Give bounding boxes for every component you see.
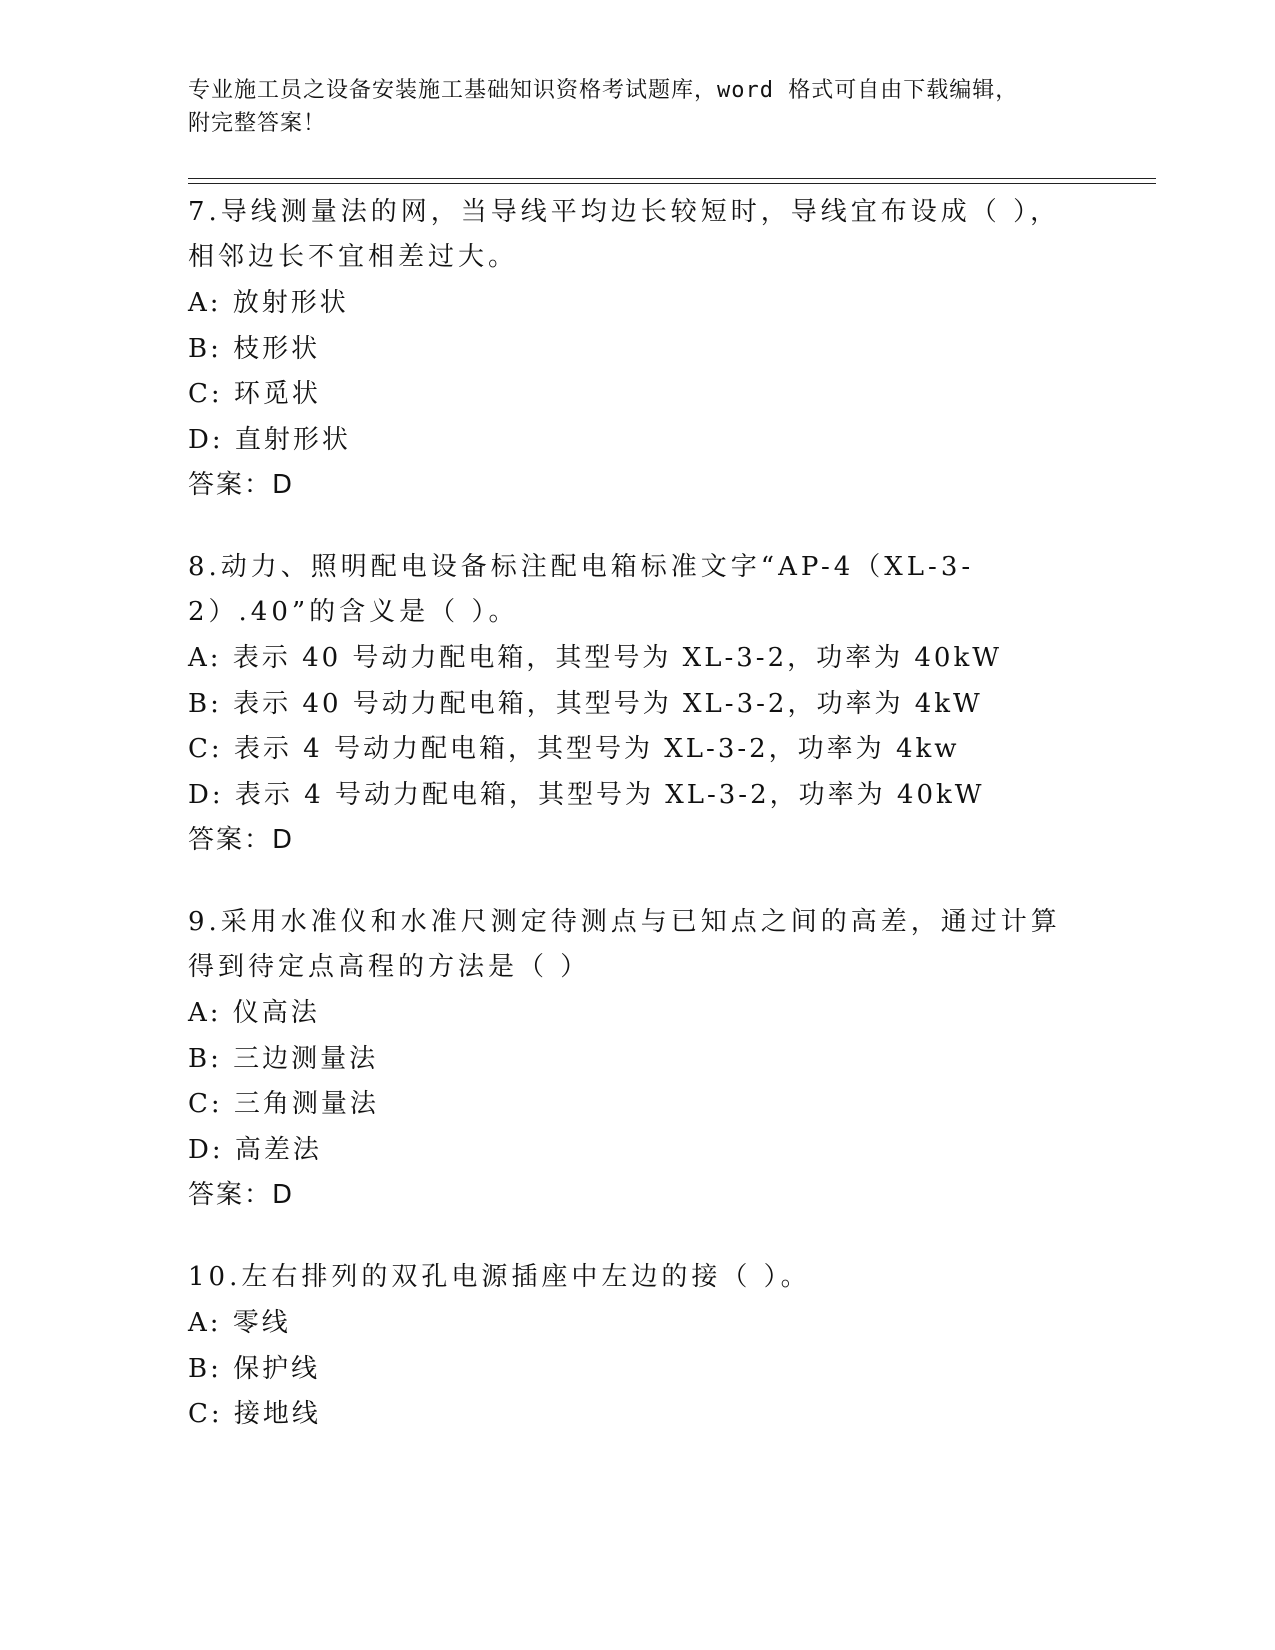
header-line-1: 专业施工员之设备安装施工基础知识资格考试题库，word 格式可自由下载编辑， bbox=[188, 78, 1019, 103]
option-b: B: 枝形状 bbox=[188, 333, 321, 364]
question-7 bbox=[188, 190, 1088, 508]
question-9 bbox=[188, 900, 1088, 1218]
header-divider-bottom bbox=[188, 183, 1156, 184]
header-divider-top bbox=[188, 178, 1156, 179]
question-stem: 7.导线测量法的网，当导线平均边长较短时，导线宜布设成（ ），相邻边长不宜相差过大。 bbox=[188, 197, 1061, 272]
document-header bbox=[188, 74, 1088, 140]
option-b: B: 保护线 bbox=[188, 1353, 321, 1384]
option-a: A: 放射形状 bbox=[188, 288, 349, 318]
question-stem: 8.动力、照明配电设备标注配电箱标准文字“AP-4（XL-3-2）.40”的含义是（ ）。 bbox=[188, 552, 975, 627]
option-b: B: 表示 40 号动力配电箱，其型号为 XL-3-2，功率为 4kW bbox=[188, 688, 983, 719]
question-stem: 10.左右排列的双孔电源插座中左边的接（ ）。 bbox=[188, 1262, 811, 1292]
option-a: A: 仪高法 bbox=[188, 998, 320, 1028]
option-b: B: 三边测量法 bbox=[188, 1043, 379, 1074]
option-d: D: 高差法 bbox=[188, 1134, 322, 1165]
question-stem: 9.采用水准仪和水准尺测定待测点与已知点之间的高差，通过计算得到待定点高程的方法是（ ） bbox=[188, 907, 1061, 982]
answer-line: 答案：D bbox=[188, 470, 295, 500]
option-c: C: 表示 4 号动力配电箱，其型号为 XL-3-2，功率为 4kw bbox=[188, 734, 960, 764]
option-d: D: 直射形状 bbox=[188, 424, 351, 455]
option-c: C: 接地线 bbox=[188, 1399, 321, 1429]
option-a: A: 零线 bbox=[188, 1308, 291, 1338]
answer-line: 答案：D bbox=[188, 825, 295, 855]
option-c: C: 三角测量法 bbox=[188, 1089, 379, 1119]
answer-line: 答案：D bbox=[188, 1180, 295, 1210]
option-d: D: 表示 4 号动力配电箱，其型号为 XL-3-2，功率为 40kW bbox=[188, 779, 985, 810]
option-a: A: 表示 40 号动力配电箱，其型号为 XL-3-2，功率为 40kW bbox=[188, 643, 1002, 673]
question-list bbox=[188, 190, 1088, 1475]
question-8 bbox=[188, 545, 1088, 863]
option-c: C: 环觅状 bbox=[188, 379, 321, 409]
question-10 bbox=[188, 1255, 1088, 1438]
header-line-2: 附完整答案！ bbox=[188, 111, 327, 136]
